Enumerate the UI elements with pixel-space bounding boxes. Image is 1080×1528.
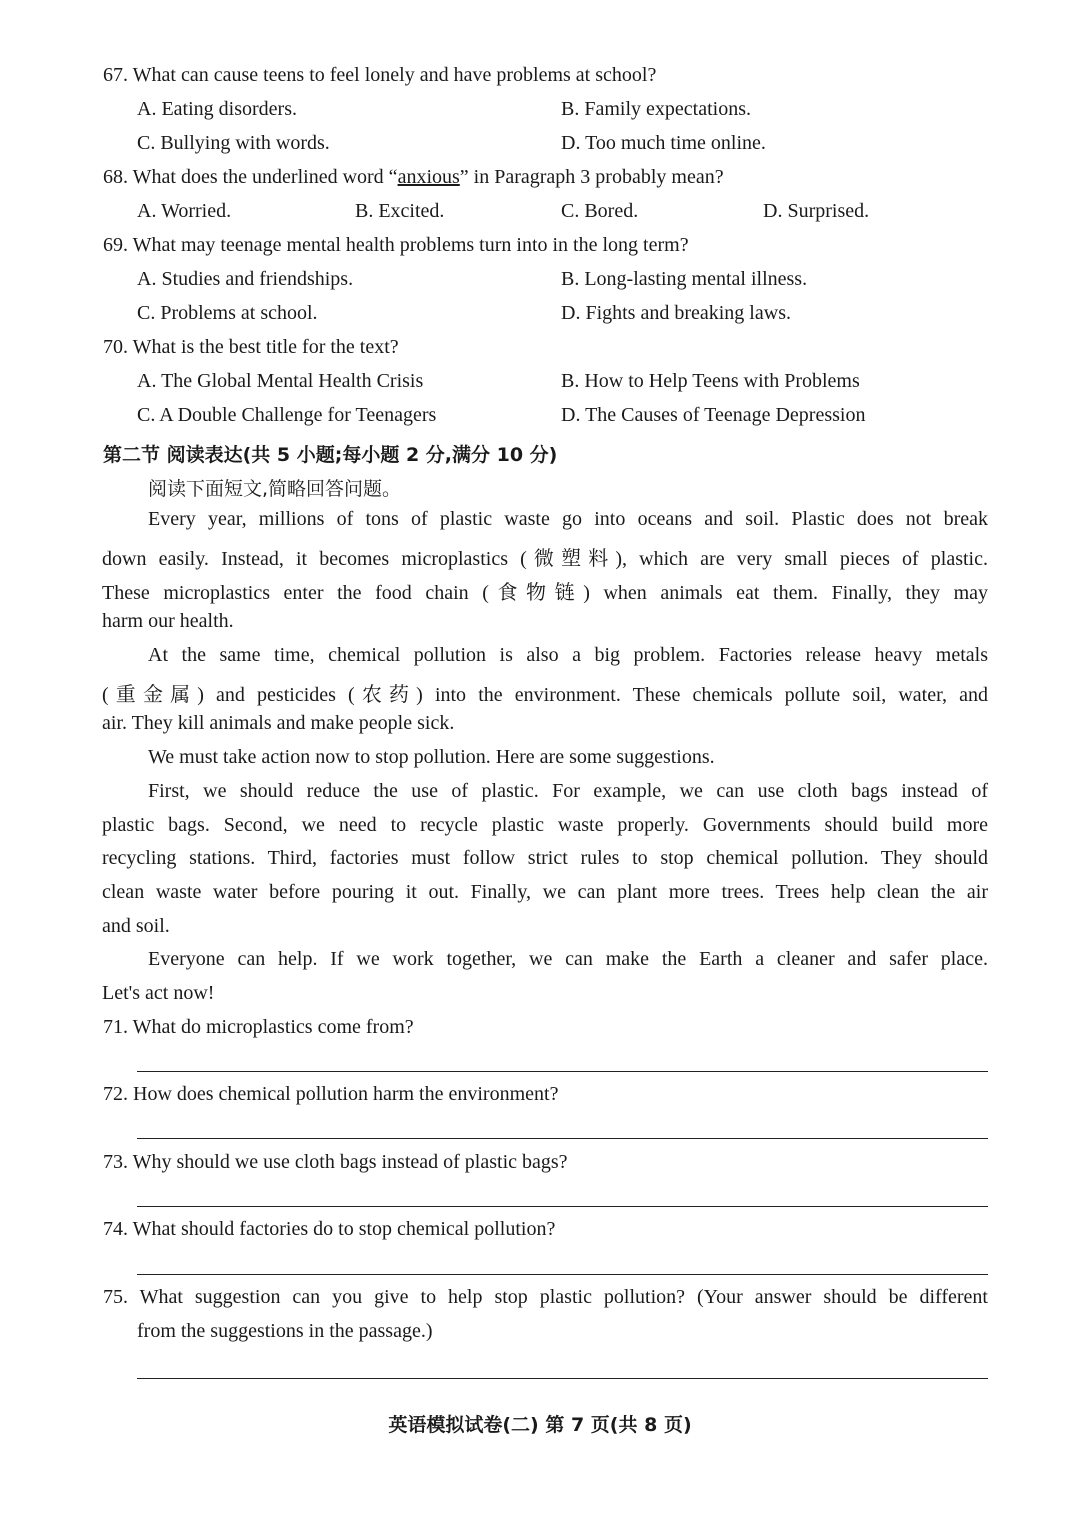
question-68-stem: 68. What does the underlined word “anxious” in Paragraph 3 probably mean?: [103, 166, 724, 188]
passage-p2-line1: At the same time, chemical pollution is also a big problem. Factories release heavy metals: [148, 644, 988, 666]
q69-option-d[interactable]: D. Fights and breaking laws.: [561, 302, 791, 324]
q68-option-d[interactable]: D. Surprised.: [763, 200, 870, 222]
passage-p5-line1: Everyone can help. If we work together, we can make the Earth a cleaner and safer place.: [148, 948, 988, 970]
question-75-line2: from the suggestions in the passage.): [137, 1320, 433, 1342]
q67-option-c[interactable]: C. Bullying with words.: [137, 132, 330, 154]
q70-option-c[interactable]: C. A Double Challenge for Teenagers: [137, 404, 437, 426]
passage-p1-line3: These microplastics enter the food chain (食物链) when animals eat them. Finally, they may: [102, 582, 988, 604]
page-footer: 英语模拟试卷(二) 第 7 页(共 8 页): [388, 1414, 692, 1436]
q70-option-b[interactable]: B. How to Help Teens with Problems: [561, 370, 860, 392]
q67-option-d[interactable]: D. Too much time online.: [561, 132, 766, 154]
passage-p1-line1: Every year, millions of tons of plastic waste go into oceans and soil. Plastic does not break: [148, 508, 988, 530]
passage-p4-line3: recycling stations. Third, factories must follow strict rules to stop chemical pollution. They should: [102, 847, 988, 869]
question-75-line1: 75. What suggestion can you give to help stop plastic pollution? (Your answer should be different: [103, 1286, 988, 1308]
q67-option-a[interactable]: A. Eating disorders.: [137, 98, 297, 120]
answer-line-72[interactable]: [137, 1138, 988, 1139]
q68-option-a[interactable]: A. Worried.: [137, 200, 232, 222]
q70-option-d[interactable]: D. The Causes of Teenage Depression: [561, 404, 866, 426]
passage-p4-line5: and soil.: [102, 915, 170, 937]
section-heading: 第二节 阅读表达(共 5 小题;每小题 2 分,满分 10 分): [103, 444, 558, 466]
question-74: 74. What should factories do to stop chemical pollution?: [103, 1218, 556, 1240]
question-72: 72. How does chemical pollution harm the environment?: [103, 1083, 559, 1105]
passage-p3-line1: We must take action now to stop pollution. Here are some suggestions.: [148, 746, 715, 768]
q67-option-b[interactable]: B. Family expectations.: [561, 98, 751, 120]
q69-option-a[interactable]: A. Studies and friendships.: [137, 268, 354, 290]
question-69-stem: 69. What may teenage mental health problems turn into in the long term?: [103, 234, 689, 256]
answer-line-74[interactable]: [137, 1274, 988, 1275]
q68-option-c[interactable]: C. Bored.: [561, 200, 639, 222]
q70-option-a[interactable]: A. The Global Mental Health Crisis: [137, 370, 424, 392]
question-70-stem: 70. What is the best title for the text?: [103, 336, 399, 358]
passage-p2-line3: air. They kill animals and make people sick.: [102, 712, 455, 734]
q69-option-b[interactable]: B. Long-lasting mental illness.: [561, 268, 808, 290]
section-instruction: 阅读下面短文,简略回答问题。: [148, 478, 402, 500]
question-67-stem: 67. What can cause teens to feel lonely and have problems at school?: [103, 64, 657, 86]
q68-option-b[interactable]: B. Excited.: [355, 200, 445, 222]
passage-p4-line2: plastic bags. Second, we need to recycle plastic waste properly. Governments should build more: [102, 814, 988, 836]
question-71: 71. What do microplastics come from?: [103, 1016, 414, 1038]
passage-p4-line4: clean waste water before pouring it out. Finally, we can plant more trees. Trees help clean the air: [102, 881, 988, 903]
answer-line-73[interactable]: [137, 1206, 988, 1207]
passage-p1-line4: harm our health.: [102, 610, 234, 632]
answer-line-71[interactable]: [137, 1071, 988, 1072]
passage-p1-line2: down easily. Instead, it becomes microplastics (微塑料), which are very small pieces of plastic.: [102, 548, 988, 570]
question-73: 73. Why should we use cloth bags instead of plastic bags?: [103, 1151, 568, 1173]
q69-option-c[interactable]: C. Problems at school.: [137, 302, 318, 324]
answer-line-75[interactable]: [137, 1378, 988, 1379]
passage-p5-line2: Let's act now!: [102, 982, 215, 1004]
passage-p4-line1: First, we should reduce the use of plastic. For example, we can use cloth bags instead of: [148, 780, 988, 802]
passage-p2-line2: (重金属) and pesticides (农药) into the environment. These chemicals pollute soil, water, and: [102, 684, 988, 706]
underlined-word: anxious: [397, 166, 460, 188]
